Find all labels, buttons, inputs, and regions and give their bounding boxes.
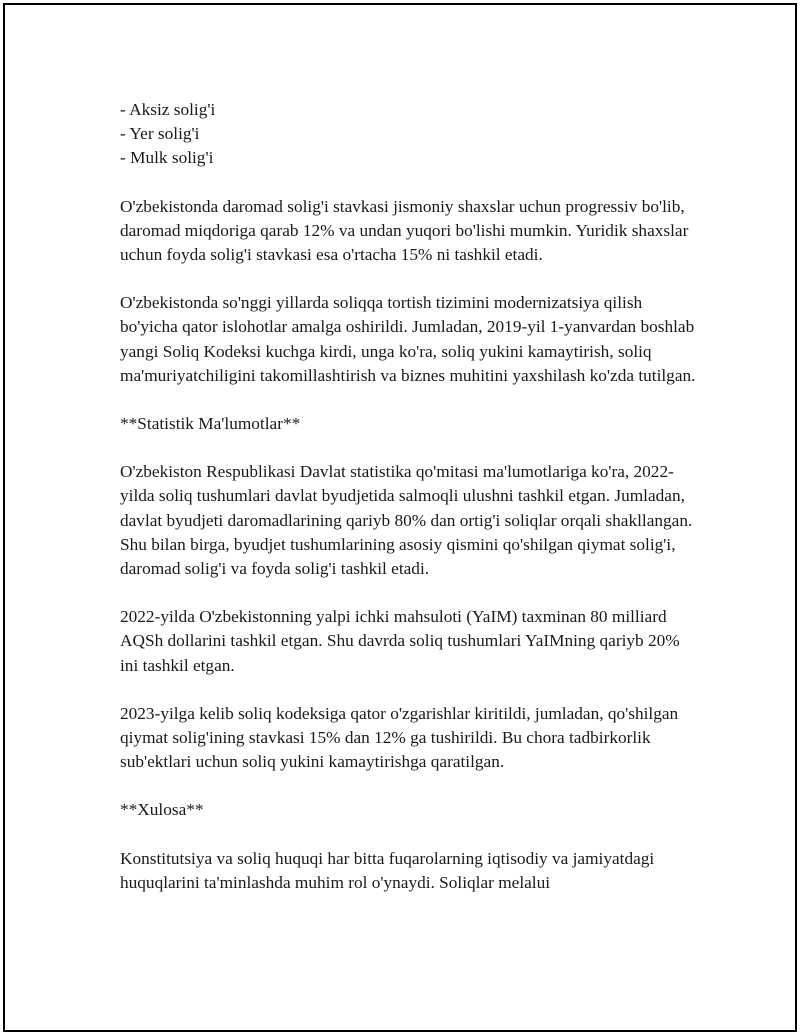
paragraph-statistics: O'zbekiston Respublikasi Davlat statistika qo'mitasi ma'lumotlariga ko'ra, 2022-yilda soliq tushumlari davlat byudjetida salmoqli ulushni tashkil etgan. Jumladan, davlat byudjeti daromadlarining qariyb 80% dan ortig'i soliqlar orqali shakllangan. Shu bilan birga, byudjet tushumlarining asosiy qismini qo'shilgan qiymat solig'i, daromad solig'i va foyda solig'i tashkil etadi. bbox=[120, 462, 693, 579]
tax-list bbox=[120, 98, 700, 171]
paragraph-conclusion: Konstitutsiya va soliq huquqi har bitta fuqarolarning iqtisodiy va jamiyatdagi huquqlarini ta'minlashda muhim rol o'ynaydi. Soliqlar melalui bbox=[120, 848, 655, 892]
paragraph-2023-changes: 2023-yilga kelib soliq kodeksiga qator o'zgarishlar kiritildi, jumladan, qo'shilgan qiymat solig'ining stavkasi 15% dan 12% ga tushirildi. Bu chora tadbirkorlik sub'ektlari uchun soliq yukini kamaytirishga qaratilgan. bbox=[120, 703, 679, 772]
heading-statistics: **Statistik Ma'lumotlar** bbox=[120, 414, 301, 434]
list-item: - Mulk solig'i bbox=[120, 148, 214, 168]
paragraph-gdp: 2022-yilda O'zbekistonning yalpi ichki mahsuloti (YaIM) taxminan 80 milliard AQSh dollarini tashkil etgan. Shu davrda soliq tushumlari YaIMning qariyb 20% ini tashkil etgan. bbox=[120, 607, 680, 675]
document-page bbox=[3, 3, 797, 1032]
list-item: - Aksiz solig'i bbox=[120, 100, 216, 119]
list-item: - Yer solig'i bbox=[120, 124, 200, 144]
paragraph-income-tax: O'zbekistonda daromad solig'i stavkasi jismoniy shaxslar uchun progressiv bo'lib, daromad miqdoriga qarab 12% va undan yuqori bo'lishi mumkin. Yuridik shaxslar uchun foyda solig'i stavkasi esa o'rtacha 15% ni tashkil etadi. bbox=[120, 196, 689, 265]
paragraph-reforms: O'zbekistonda so'nggi yillarda soliqqa tortish tizimini modernizatsiya qilish bo'yicha qator islohotlar amalga oshirildi. Jumladan, 2019-yil 1-yanvardan boshlab yangi Soliq Kodeksi kuchga kirdi, unga ko'ra, soliq yukini kamaytirish, soliq ma'muriyatchiligini takomillashtirish va biznes muhitini yaxshilash ko'zda tutilgan. bbox=[120, 293, 696, 385]
document-body bbox=[120, 98, 700, 895]
heading-conclusion: **Xulosa** bbox=[120, 800, 204, 820]
